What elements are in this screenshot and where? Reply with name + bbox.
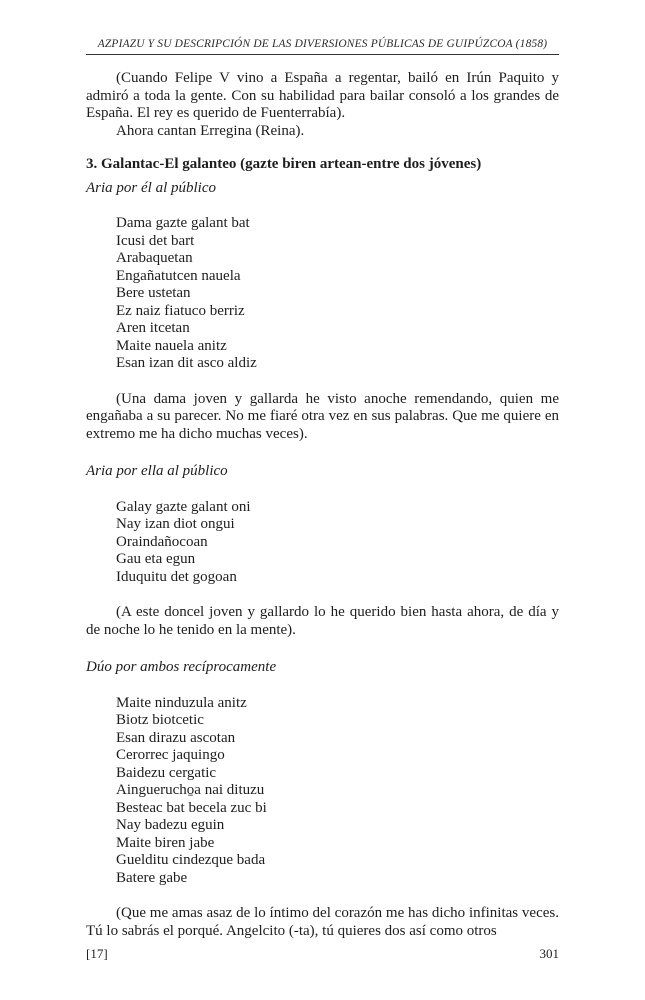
verse-line: Besteac bat becela zuc bi [116,799,267,816]
duo-translation: (Que me amas asaz de lo íntimo del corazón me has dicho infinitas veces. Tú lo sabrás el porqué. Angelcito (-ta), tú quieres dos así como otros [86,905,559,939]
aria1-heading: Aria por él al público [86,179,216,196]
verse-line: Engañatutcen nauela [116,267,241,284]
verse-line: Iduquitu det gogoan [116,568,237,585]
verse-line: Nay izan diot ongui [116,516,235,532]
verse-line: Bere ustetan [116,285,191,301]
verse-line: Baidezu cergatic [116,764,217,781]
page-footer [86,946,559,962]
running-head: AZPIAZU Y SU DESCRIPCIÓN DE LAS DIVERSIONES PÚBLICAS DE GUIPÚZCOA (1858) [97,38,548,50]
verse-line: Oraindañocoan [116,533,208,550]
verse-line: Ainguerucho̱a nai dituzu [116,782,265,798]
verse-line: Esan izan dit asco aldiz [116,355,257,371]
verse-line: Maite nauela anitz [116,337,227,354]
verse-line: Batere gabe [116,869,188,886]
verse-line: Dama gazte galant bat [116,215,250,231]
verse-line: Guelditu cindezque bada [116,852,266,868]
verse-line: Icusi det bart [116,232,195,249]
body-text [86,70,559,940]
intro-paragraph: (Cuando Felipe V vino a España a regentar, bailó en Irún Paquito y admiró a toda la gente. Con su habilidad para bailar consoló a los grandes de España. El rey es querido de Fuenterrabía). [86,70,559,121]
verse-line: Galay gazte galant oni [116,498,251,515]
verse-line: Gau eta egun [116,551,196,567]
verse-line: Cerorrec jaquingo [116,747,225,763]
aria1-translation: (Una dama joven y gallarda he visto anoche remendando, quien me engañaba a su parecer. No me fiaré otra vez en sus palabras. Que me quiere en extremo me ha dicho muchas veces). [86,390,559,442]
section-title: 3. Galantac-El galanteo (gazte biren artean-entre dos jóvenes) [86,156,482,172]
verse-line: Esan dirazu ascotan [116,729,236,746]
verse-line: Maite biren jabe [116,834,215,851]
duo-verses [116,695,559,888]
aria1-verses [116,215,559,373]
verse-line: Ez naiz fiatuco berriz [116,302,245,319]
header-rule [86,54,559,55]
duo-heading: Dúo por ambos recíprocamente [86,659,277,675]
aria2-translation: (A este doncel joven y gallardo lo he querido bien hasta ahora, de día y de noche lo he tenido en la mente). [86,604,559,638]
verse-line: Arabaquetan [116,250,193,266]
intro-line: Ahora cantan Erregina (Reina). [116,122,305,139]
page-number: 301 [539,946,559,961]
aria2-heading: Aria por ella al público [86,463,228,479]
verse-line: Nay badezu eguin [116,817,225,833]
verse-line: Biotz biotcetic [116,712,204,728]
footer-left-marker: [17] [86,946,108,961]
verse-line: Aren itcetan [116,320,190,336]
aria2-verses [116,499,559,587]
verse-line: Maite ninduzula anitz [116,694,247,711]
